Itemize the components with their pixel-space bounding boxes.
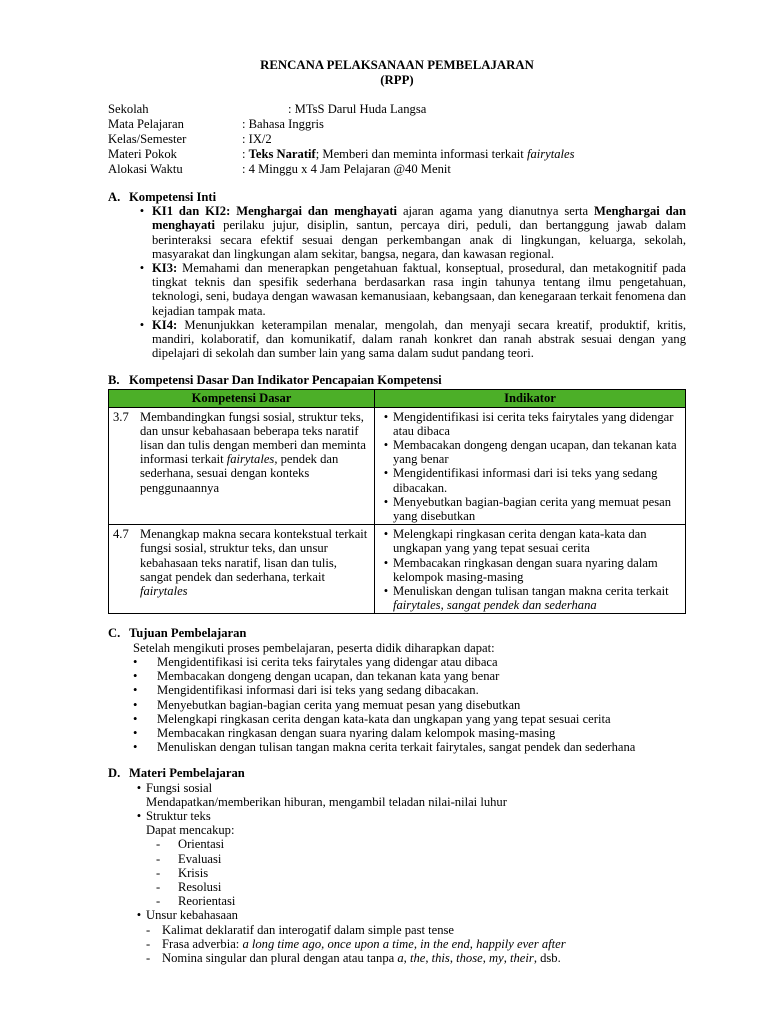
- info-value: : Bahasa Inggris: [242, 117, 324, 131]
- section-c-heading: C. Tujuan Pembelajaran: [108, 626, 247, 641]
- info-row-sekolah: [108, 102, 686, 117]
- struktur-item: - Orientasi: [156, 837, 225, 852]
- list-item: • Fungsi sosial: [136, 780, 213, 795]
- kd-indikator-table: [108, 389, 686, 615]
- ki3-item: • KI3: Memahami dan menerapkan pengetahuan faktual, konseptual, prosedural, dan metakognitif pada tingkat teknis dan spesifik sederhana berdasarkan rasa ingin tahunya tentang ilmu pengetahuan, teknologi, seni, budaya dengan wawasan kemanusiaan, kebangsaan, dan kenegaraan terkait fenomena dan kejadian tampak mata.: [139, 261, 686, 318]
- list-item: • Unsur kebahasaan: [136, 908, 238, 923]
- info-value: : 4 Minggu x 4 Jam Pelajaran @40 Menit: [242, 162, 451, 176]
- info-label: Alokasi Waktu: [108, 162, 183, 176]
- struktur-item: - Evaluasi: [156, 851, 222, 866]
- indikator-item: • Membacakan dongeng dengan ucapan, dan tekanan kata yang benar: [383, 438, 677, 467]
- list-item: • Menyebutkan bagian-bagian cerita yang memuat pesan yang disebutkan: [133, 697, 521, 712]
- struktur-item: - Resolusi: [156, 879, 222, 894]
- indikator-item: • Membacakan ringkasan dengan suara nyaring dalam kelompok masing-masing: [383, 555, 658, 584]
- list-item: • Mengidentifikasi isi cerita teks fairytales yang didengar atau dibaca: [133, 654, 498, 669]
- unsur-item: - Frasa adverbia: a long time ago, once upon a time, in the end, happily ever after: [146, 936, 566, 951]
- info-value: : MTsS Darul Huda Langsa: [288, 102, 427, 116]
- section-a-heading: A. Kompetensi Inti: [108, 190, 217, 204]
- info-label: Kelas/Semester: [108, 132, 187, 146]
- indikator-item: • Menuliskan dengan tulisan tangan makna cerita terkait fairytales, sangat pendek dan sederhana: [383, 584, 669, 613]
- title-line-1: RENCANA PELAKSANAAN PEMBELAJARAN: [260, 58, 534, 72]
- unsur-item: - Nomina singular dan plural dengan atau tanpa a, the, this, those, my, their, dsb.: [146, 950, 561, 965]
- indikator-item: • Mengidentifikasi isi cerita teks fairytales yang didengar atau dibaca: [383, 409, 674, 438]
- info-value: : Teks Naratif; Memberi dan meminta informasi terkait fairytales: [242, 147, 575, 161]
- info-label: Sekolah: [108, 102, 149, 116]
- table-row: [109, 407, 686, 525]
- indikator-cell: [375, 407, 686, 525]
- identity-block: [108, 102, 686, 177]
- table-row: [109, 525, 686, 614]
- struktur-desc: Dapat mencakup:: [146, 823, 235, 838]
- document-page: [108, 58, 686, 965]
- section-d-heading: D. Materi Pembelajaran: [108, 766, 245, 781]
- info-label: Mata Pelajaran: [108, 117, 184, 131]
- indikator-item: • Melengkapi ringkasan cerita dengan kata-kata dan ungkapan yang yang tepat sesuai cerita: [383, 527, 647, 556]
- list-item: • Menuliskan dengan tulisan tangan makna cerita terkait fairytales, sangat pendek dan sederhana: [133, 740, 636, 755]
- indikator-cell: [375, 525, 686, 614]
- fungsi-desc: Mendapatkan/memberikan hiburan, mengambil teladan nilai-nilai luhur: [146, 794, 507, 809]
- materi-list: [108, 781, 686, 966]
- list-item: • Mengidentifikasi informasi dari isi teks yang sedang dibacakan.: [133, 683, 479, 698]
- section-b-heading: B. Kompetensi Dasar Dan Indikator Pencapaian Kompetensi: [108, 373, 442, 388]
- indikator-item: • Menyebutkan bagian-bagian cerita yang memuat pesan yang disebutkan: [383, 494, 672, 524]
- ki12-item: • KI1 dan KI2: Menghargai dan menghayati ajaran agama yang dianutnya serta Menghargai dan menghayati perilaku jujur, disiplin, santun, percaya diri, peduli, dan bertanggung jawab dalam berinteraksi secara efektif sesuai dengan perkembangan anak di lingkungan, keluarga, sekolah, masyarakat dan lingkungan alam sekitar, bangsa, negara, dan kawasan regional.: [139, 204, 686, 261]
- list-item: • Membacakan ringkasan dengan suara nyaring dalam kelompok masing-masing: [133, 725, 556, 740]
- kompetensi-inti-list: [132, 204, 686, 360]
- info-value: : IX/2: [242, 132, 272, 146]
- kd-cell: 4.7 Menangkap makna secara kontekstual terkait fungsi sosial, struktur teks, dan unsur kebahasaan teks naratif, lisan dan tulis, sangat pendek dan sederhana, terkait fairytales: [109, 525, 375, 614]
- ki4-item: • KI4: Menunjukkan keterampilan menalar, mengolah, dan menyaji secara kreatif, produktif, kritis, mandiri, kolaboratif, dan komunikatif, dalam ranah konkret dan ranah abstrak sesuai dengan yang dipelajari di sekolah dan sumber lain yang sama dalam sudut pandang teori.: [139, 317, 686, 361]
- unsur-item: - Kalimat deklaratif dan interogatif dalam simple past tense: [146, 922, 455, 937]
- tujuan-list: [133, 641, 686, 755]
- table-header-kd: Kompetensi Dasar: [109, 389, 375, 407]
- list-item: • Melengkapi ringkasan cerita dengan kata-kata dan ungkapan yang yang tepat sesuai cerita: [133, 711, 611, 726]
- info-row-materi: [108, 147, 686, 162]
- info-row-mapel: [108, 117, 686, 132]
- info-label: Materi Pokok: [108, 147, 177, 161]
- list-item: • Membacakan dongeng dengan ucapan, dan tekanan kata yang benar: [133, 669, 500, 684]
- struktur-item: - Reorientasi: [156, 894, 236, 909]
- kd-cell: 3.7 Membandingkan fungsi sosial, struktur teks, dan unsur kebahasaan beberapa teks naratif lisan dan tulis dengan memberi dan meminta informasi terkait fairytales, pendek dan sederhana, sesuai dengan konteks penggunaannya: [109, 407, 375, 525]
- struktur-item: - Krisis: [156, 865, 209, 880]
- tujuan-intro: Setelah mengikuti proses pembelajaran, peserta didik diharapkan dapat:: [133, 640, 495, 655]
- info-row-kelas: [108, 132, 686, 147]
- document-title: [108, 58, 686, 88]
- table-header-indikator: Indikator: [375, 389, 686, 407]
- info-row-alokasi: [108, 162, 686, 177]
- list-item: • Struktur teks: [136, 808, 211, 823]
- title-line-2: (RPP): [380, 73, 414, 87]
- indikator-item: • Mengidentifikasi informasi dari isi teks yang sedang dibacakan.: [383, 466, 658, 495]
